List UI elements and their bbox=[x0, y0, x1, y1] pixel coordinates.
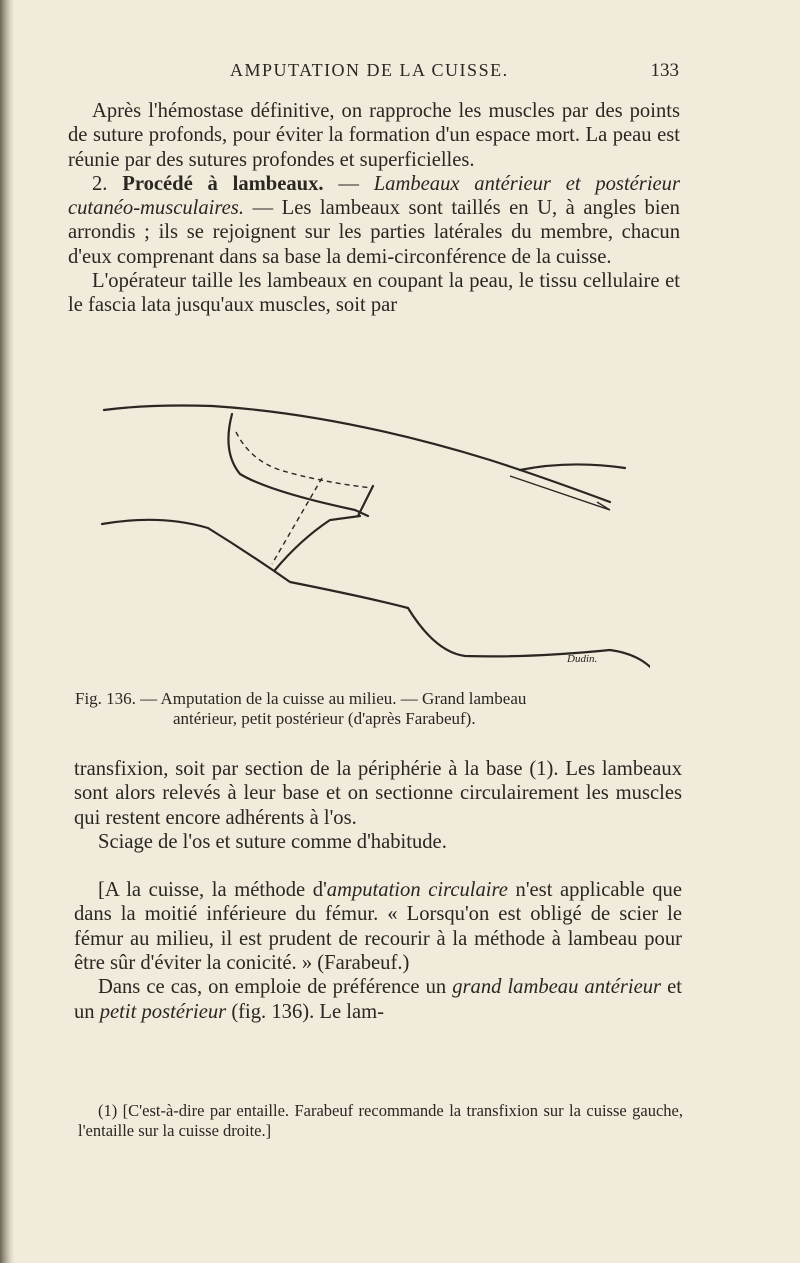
procede-text: — Les lambeaux sont taillés en U, à angles bien arrondis ; ils se rejoignent sur les parties latérales du membre, chacun d'eux comprenant dans sa base la demi-circonférence de la cuisse. bbox=[68, 197, 680, 268]
paragraph-operateur: L'opérateur taille les lambeaux en coupant la peau, le tissu cellulaire et le fascia lata jusqu'aux muscles, soit par bbox=[68, 270, 680, 317]
bone-section-mark bbox=[358, 486, 373, 516]
thigh-lower-contour bbox=[102, 520, 650, 672]
caption-line-1: Fig. 136. — Amputation de la cuisse au milieu. — Grand lambeau bbox=[75, 689, 527, 708]
book-binding-edge bbox=[0, 0, 14, 1263]
circulaire-emphasis: amputation circulaire bbox=[326, 879, 508, 902]
posterior-flap-curve bbox=[275, 516, 360, 570]
procede-number: 2. bbox=[92, 172, 108, 195]
text-block-top bbox=[68, 99, 680, 318]
text-block-bottom bbox=[74, 757, 682, 1024]
circulaire-text-1: [A la cuisse, la méthode d' bbox=[98, 879, 327, 902]
lambeau-text-2: et un bbox=[74, 976, 682, 1023]
lambeau-text-1: Dans ce cas, on emploie de préférence un bbox=[98, 976, 453, 999]
procede-dash: — bbox=[338, 172, 359, 195]
upper-branch-line bbox=[520, 464, 625, 470]
caption-line-2: antérieur, petit postérieur (d'après Farabeuf). bbox=[173, 709, 476, 728]
figure-136-amputation-sketch bbox=[90, 392, 650, 684]
footnote bbox=[78, 1101, 683, 1141]
paragraph-transfixion: transfixion, soit par section de la périphérie à la base (1). Les lambeaux sont alors relevés à leur base et on sectionne circulairement les muscles qui restent encore adhérents à l'os. bbox=[74, 758, 682, 829]
procede-title: Procédé à lambeaux. bbox=[122, 172, 324, 195]
lambeau-emphasis-2: petit postérieur bbox=[99, 1000, 227, 1023]
paragraph-circulaire bbox=[74, 878, 682, 975]
artist-signature: Dudin. bbox=[567, 653, 598, 665]
paragraph-sciage: Sciage de l'os et suture comme d'habitude. bbox=[98, 830, 447, 853]
paragraph-procede bbox=[68, 172, 680, 269]
anterior-flap-curve bbox=[228, 414, 368, 516]
right-arrow-mark bbox=[510, 476, 610, 510]
running-title: AMPUTATION DE LA CUISSE. bbox=[230, 60, 509, 80]
circulaire-text-2: n'est applicable que dans la moitié inférieure du fémur. « Lorsqu'on est obligé de scier le fémur au milieu, il est prudent de recourir à la méthode à lambeau pour être sûr d'éviter la conicité. » (Farabeuf.) bbox=[74, 879, 682, 975]
footnote-text: (1) [C'est-à-dire par entaille. Farabeuf recommande la transfixion sur la cuisse gauche, l'entaille sur la cuisse droite.] bbox=[78, 1101, 683, 1140]
page-header bbox=[75, 60, 681, 86]
procede-subtitle: Lambeaux antérieur et postérieur cutanéo-musculaires. bbox=[68, 172, 680, 220]
paragraph-hemostase: Après l'hémostase définitive, on rapproche les muscles par des points de suture profonds, pour éviter la formation d'un espace mort. La peau est réunie par des sutures profondes et superficielles. bbox=[68, 100, 680, 171]
lambeau-emphasis-1: grand lambeau antérieur bbox=[452, 976, 662, 999]
paragraph-grand-lambeau bbox=[74, 975, 682, 1024]
lambeau-text-3: (fig. 136). Le lam- bbox=[226, 1000, 385, 1023]
dashed-flap-line bbox=[236, 432, 372, 488]
page-number: 133 bbox=[650, 60, 679, 81]
figure-caption bbox=[75, 689, 683, 729]
thigh-upper-contour bbox=[104, 406, 610, 503]
